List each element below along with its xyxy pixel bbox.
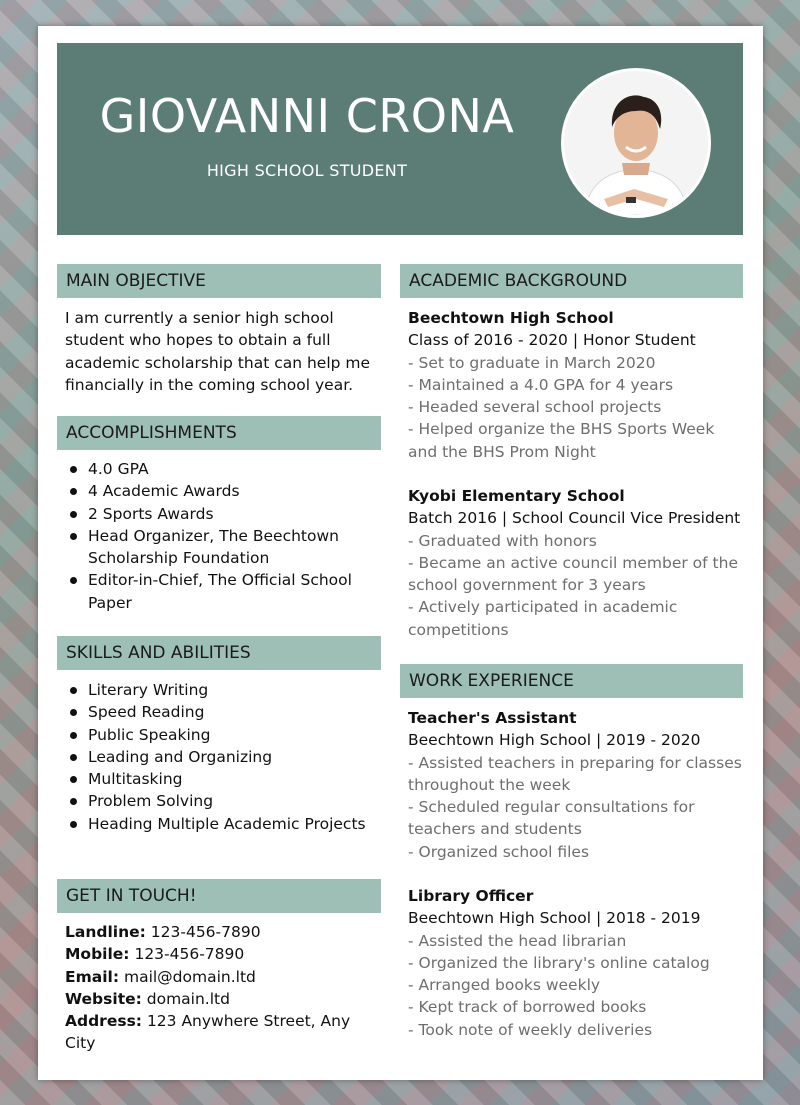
profile-photo bbox=[561, 68, 711, 218]
entry-point: - Set to graduate in March 2020 bbox=[408, 353, 656, 372]
accomplishments-list bbox=[65, 458, 375, 614]
academic-entry-1 bbox=[408, 307, 743, 463]
entry-title: Kyobi Elementary School bbox=[408, 487, 625, 505]
candidate-role: HIGH SCHOOL STUDENT bbox=[206, 161, 408, 180]
contact-heading: GET IN TOUCH! bbox=[57, 879, 381, 913]
entry-point: - Kept track of borrowed books bbox=[408, 998, 647, 1017]
contact-value: 123 Anywhere Street, Any City bbox=[65, 1012, 351, 1053]
list-item: Heading Multiple Academic Projects bbox=[65, 813, 375, 835]
entry-point: - Became an active council member of the school government for 3 years bbox=[408, 553, 738, 595]
entry-title: Library Officer bbox=[408, 887, 534, 905]
entry-point: - Headed several school projects bbox=[408, 398, 662, 417]
list-item: Leading and Organizing bbox=[65, 746, 375, 768]
entry-point: - Assisted teachers in preparing for classes throughout the week bbox=[408, 753, 742, 794]
contact-value: mail@domain.ltd bbox=[123, 967, 256, 986]
academic-heading: ACADEMIC BACKGROUND bbox=[400, 264, 743, 298]
entry-point: - Took note of weekly deliveries bbox=[408, 1020, 653, 1039]
contact-label: Address: bbox=[65, 1012, 142, 1031]
skills-list bbox=[65, 679, 375, 835]
work-entry-2 bbox=[408, 885, 743, 1041]
candidate-name: GIOVANNI CRONA bbox=[99, 89, 515, 143]
work-entry-1 bbox=[408, 707, 743, 863]
entry-point: - Graduated with honors bbox=[408, 531, 597, 550]
portrait-illustration bbox=[564, 71, 708, 215]
list-item: Head Organizer, The Beechtown Scholarship Foundation bbox=[65, 525, 375, 570]
contact-value: 123-456-7890 bbox=[150, 923, 261, 941]
objective-text: I am currently a senior high school student who hopes to obtain a full academic scholarship that can help me financially in the coming school year. bbox=[65, 309, 371, 394]
contact-label: Mobile: bbox=[65, 945, 130, 964]
list-item: Literary Writing bbox=[65, 679, 375, 701]
list-item: 4.0 GPA bbox=[65, 458, 375, 480]
accomplishments-list-wrap bbox=[65, 458, 375, 614]
contact-mobile bbox=[65, 943, 385, 965]
entry-point: - Scheduled regular consultations for teachers and students bbox=[408, 798, 695, 839]
resume-header bbox=[57, 43, 743, 235]
contact-landline bbox=[65, 921, 385, 943]
contact-label: Website: bbox=[65, 989, 142, 1008]
entry-subtitle: Batch 2016 | School Council Vice President bbox=[408, 509, 741, 528]
contact-label: Landline: bbox=[65, 923, 146, 941]
contact-value: domain.ltd bbox=[146, 989, 230, 1008]
entry-title: Beechtown High School bbox=[408, 309, 614, 327]
entry-point: - Actively participated in academic competitions bbox=[408, 598, 678, 639]
contact-value: 123-456-7890 bbox=[134, 945, 245, 964]
resume-page bbox=[38, 26, 763, 1080]
contact-website bbox=[65, 988, 385, 1010]
list-item: Multitasking bbox=[65, 768, 375, 790]
list-item: 2 Sports Awards bbox=[65, 503, 375, 525]
list-item: 4 Academic Awards bbox=[65, 480, 375, 502]
entry-subtitle: Class of 2016 - 2020 | Honor Student bbox=[408, 331, 696, 350]
skills-list-wrap bbox=[65, 679, 375, 835]
entry-title: Teacher's Assistant bbox=[408, 709, 577, 727]
list-item: Problem Solving bbox=[65, 790, 375, 812]
list-item: Public Speaking bbox=[65, 724, 375, 746]
contact-email bbox=[65, 966, 385, 988]
work-heading: WORK EXPERIENCE bbox=[400, 664, 743, 698]
accomplishments-heading: ACCOMPLISHMENTS bbox=[57, 416, 381, 450]
entry-point: - Helped organize the BHS Sports Week and the BHS Prom Night bbox=[408, 420, 715, 461]
contact-address bbox=[65, 1010, 385, 1055]
entry-subtitle: Beechtown High School | 2019 - 2020 bbox=[408, 731, 701, 750]
skills-heading: SKILLS AND ABILITIES bbox=[57, 636, 381, 670]
entry-point: - Arranged books weekly bbox=[408, 976, 601, 995]
entry-point: - Assisted the head librarian bbox=[408, 931, 627, 950]
entry-point: - Organized the library's online catalog bbox=[408, 953, 710, 972]
list-item: Speed Reading bbox=[65, 701, 375, 723]
contact-block bbox=[65, 921, 385, 1055]
entry-point: - Maintained a 4.0 GPA for 4 years bbox=[408, 375, 674, 394]
entry-subtitle: Beechtown High School | 2018 - 2019 bbox=[408, 909, 701, 928]
objective-heading: MAIN OBJECTIVE bbox=[57, 264, 381, 298]
list-item: Editor-in-Chief, The Official School Paper bbox=[65, 569, 375, 614]
contact-label: Email: bbox=[65, 967, 120, 986]
entry-point: - Organized school files bbox=[408, 842, 590, 861]
academic-entry-2 bbox=[408, 485, 743, 641]
